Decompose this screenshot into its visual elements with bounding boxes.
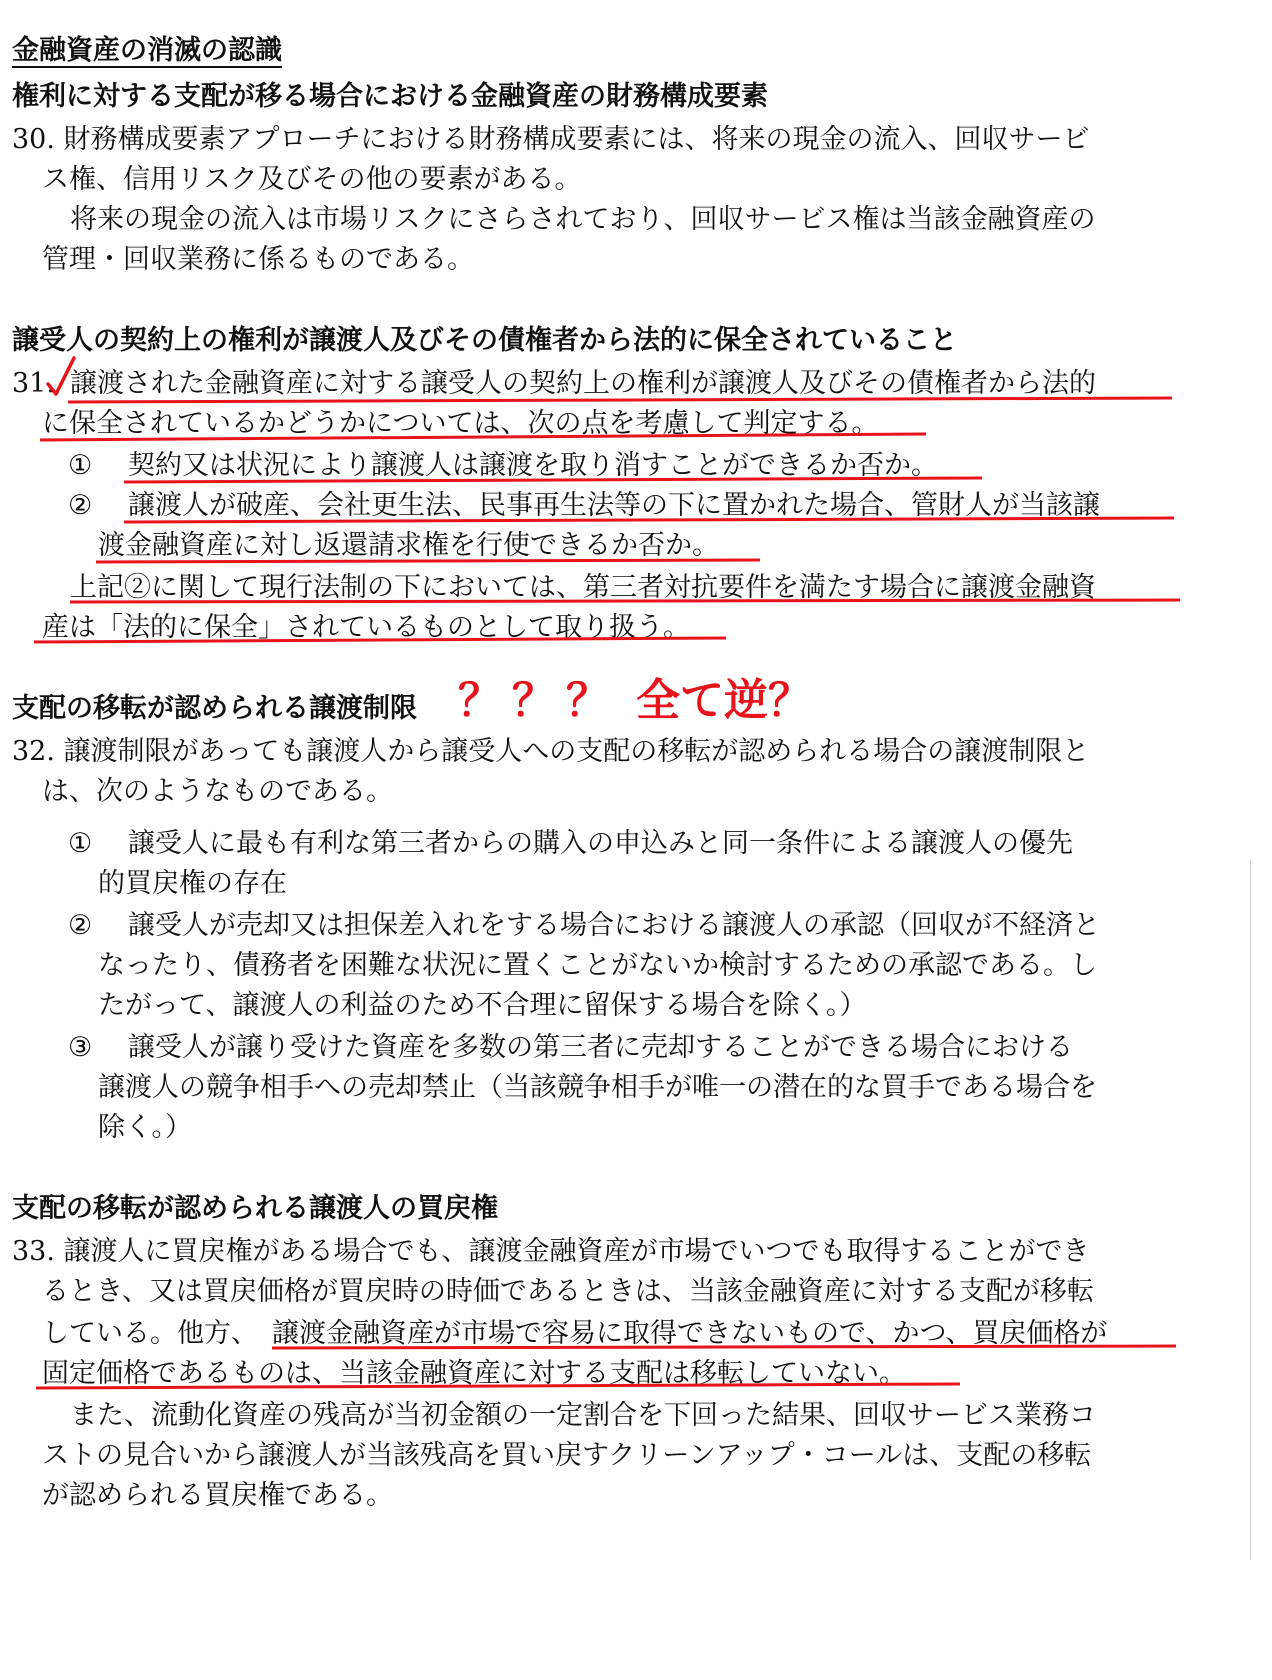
p30-line-2: ス権、信用リスク及びその他の要素がある。 [42, 164, 582, 195]
p32-item-3-line-3: 除く。） [98, 1112, 192, 1143]
p31-item-2-marker: ② [68, 490, 93, 521]
p32-item-2-line-2: なったり、債務者を困難な状況に置くことがないか検討するための承認である。し [98, 950, 1097, 981]
p33-line-3a: している。他方、 [42, 1318, 258, 1349]
p32-item-3-marker: ③ [68, 1032, 93, 1063]
heading-components: 権利に対する支配が移る場合における金融資産の財務構成要素 [12, 81, 768, 112]
section-title: 金融資産の消滅の認識 [12, 35, 282, 66]
p32-item-2-line-1: 譲受人が売却又は担保差入れをする場合における譲渡人の承認（回収が不経済と [128, 910, 1100, 941]
p33-line-4: 固定価格であるものは、当該金融資産に対する支配は移転していない。 [42, 1358, 906, 1389]
handwritten-annotation-reverse: 全て逆？ [636, 675, 812, 726]
p32-item-1-marker: ① [68, 828, 93, 859]
heading-transfer-restriction: 支配の移転が認められる譲渡制限 [12, 693, 417, 724]
p31-item-2-line-2: 渡金融資産に対し返還請求権を行使できるか否か。 [98, 530, 719, 561]
p32-item-3-line-1: 譲受人が譲り受けた資産を多数の第三者に売却することができる場合における [128, 1032, 1073, 1063]
p32-item-3-line-2: 譲渡人の競争相手への売却禁止（当該競争相手が唯一の潜在的な買手である場合を [98, 1072, 1097, 1103]
p31-note-line-1: 上記②に関して現行法制の下においては、第三者対抗要件を満たす場合に譲渡金融資 [70, 572, 1096, 603]
p31-number: 31. [12, 368, 55, 399]
p33-line-3b: 譲渡金融資産が市場で容易に取得できないもので、かつ、買戻価格が [272, 1318, 1108, 1349]
p30-line-3: 将来の現金の流入は市場リスクにさらされており、回収サービス権は当該金融資産の [70, 204, 1096, 235]
p32-item-2-marker: ② [68, 910, 93, 941]
handwritten-question-marks: ？？？ [458, 675, 620, 726]
p31-line-2: に保全されているかどうかについては、次の点を考慮して判定する。 [42, 408, 879, 439]
p33-line-5: また、流動化資産の残高が当初金額の一定割合を下回った結果、回収サービス業務コ [70, 1400, 1096, 1431]
p31-line-1: 譲渡された金融資産に対する譲受人の契約上の権利が譲渡人及びその債権者から法的 [70, 368, 1096, 399]
scan-edge-line [1250, 860, 1251, 1560]
p31-item-2-line-1: 譲渡人が破産、会社更生法、民事再生法等の下に置かれた場合、管財人が当該譲 [128, 490, 1100, 521]
p32-line-1: 32. 譲渡制限があっても譲渡人から譲受人への支配の移転が認められる場合の譲渡制限と [12, 736, 1090, 767]
p33-line-1: 33. 譲渡人に買戻権がある場合でも、譲渡金融資産が市場でいつでも取得することができ [12, 1236, 1090, 1267]
p32-item-1-line-2: 的買戻権の存在 [98, 868, 287, 899]
p33-line-6: ストの見合いから譲渡人が当該残高を買い戻すクリーンアップ・コールは、支配の移転 [42, 1440, 1092, 1471]
heading-repurchase-right: 支配の移転が認められる譲渡人の買戻権 [12, 1193, 498, 1224]
p31-item-1: 契約又は状況により譲渡人は譲渡を取り消すことができるか否か。 [128, 450, 938, 481]
p32-line-2: は、次のようなものである。 [42, 776, 393, 807]
p32-item-1-line-1: 譲受人に最も有利な第三者からの購入の申込みと同一条件による譲渡人の優先 [128, 828, 1073, 859]
p31-note-line-2: 産は「法的に保全」されているものとして取り扱う。 [42, 612, 690, 643]
p33-line-2: るとき、又は買戻価格が買戻時の時価であるときは、当該金融資産に対する支配が移転 [42, 1276, 1094, 1307]
p32-item-2-line-3: たがって、譲渡人の利益のため不合理に留保する場合を除く。） [98, 990, 867, 1021]
p30-line-1: 30. 財務構成要素アプローチにおける財務構成要素には、将来の現金の流入、回収サービ [12, 124, 1090, 155]
p31-item-1-marker: ① [68, 450, 93, 481]
p33-line-7: が認められる買戻権である。 [42, 1480, 393, 1511]
heading-legal-protection: 譲受人の契約上の権利が譲渡人及びその債権者から法的に保全されていること [12, 325, 957, 356]
p30-line-4: 管理・回収業務に係るものである。 [42, 244, 474, 275]
